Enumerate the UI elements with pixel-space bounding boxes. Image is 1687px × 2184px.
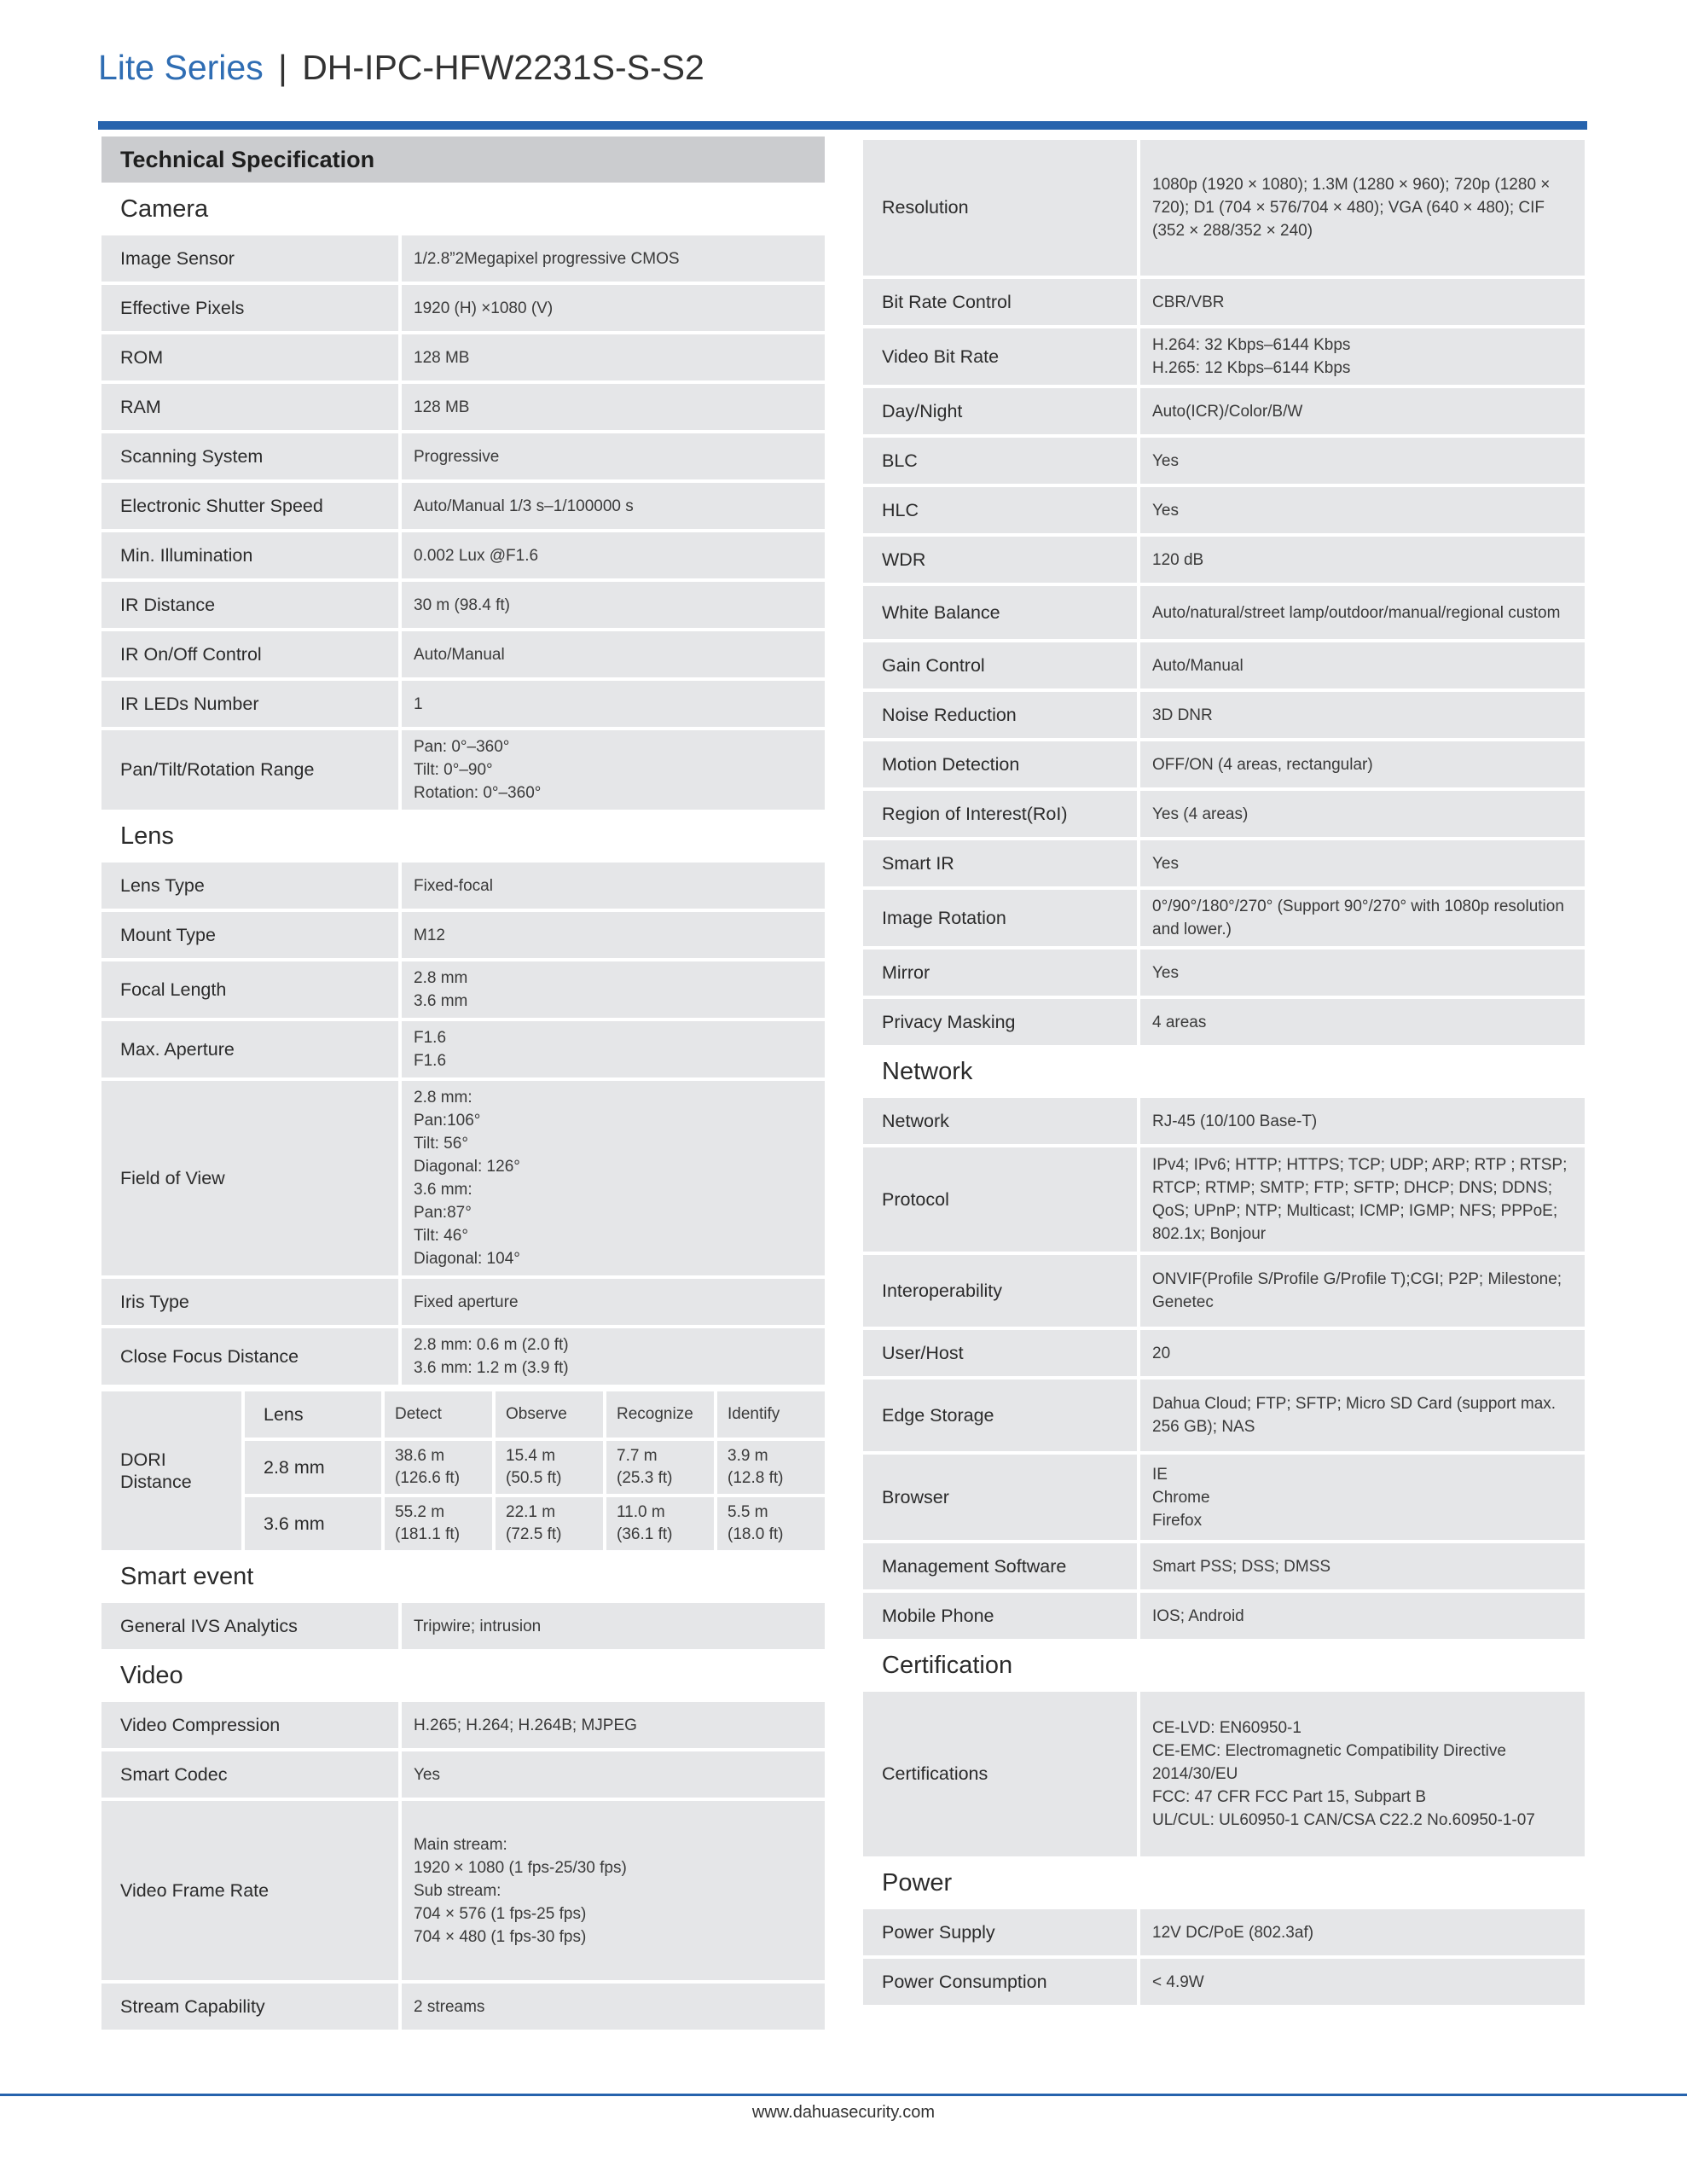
spec-key: RAM — [101, 384, 402, 430]
spec-key: Network — [863, 1098, 1140, 1144]
dori-cell: 3.9 m (12.8 ft) — [717, 1441, 825, 1494]
spec-row — [863, 1147, 1585, 1252]
spec-key: Protocol — [863, 1147, 1140, 1252]
spec-row — [101, 285, 825, 331]
spec-row — [863, 1098, 1585, 1144]
spec-value: 2.8 mm: 0.6 m (2.0 ft) 3.6 mm: 1.2 m (3.9 ft) — [402, 1328, 825, 1385]
spec-row — [101, 631, 825, 677]
spec-row — [101, 1984, 825, 2030]
dori-cell: 55.2 m (181.1 ft) — [385, 1497, 492, 1550]
spec-row — [863, 840, 1585, 886]
section-video: Video — [120, 1661, 183, 1689]
spec-row — [863, 487, 1585, 533]
dori-header-cell: Recognize — [606, 1391, 714, 1438]
left-column — [101, 136, 825, 2033]
spec-key: Close Focus Distance — [101, 1328, 402, 1385]
spec-key: Mount Type — [101, 912, 402, 958]
spec-row — [101, 235, 825, 282]
spec-value: 30 m (98.4 ft) — [402, 582, 825, 628]
spec-key: Privacy Masking — [863, 999, 1140, 1045]
certification-table — [863, 1688, 1585, 1860]
header-rule — [98, 121, 1587, 130]
spec-value: < 4.9W — [1140, 1959, 1585, 2005]
spec-key: WDR — [863, 537, 1140, 583]
spec-value: Yes — [1140, 950, 1585, 996]
spec-row — [863, 1330, 1585, 1376]
spec-value: IOS; Android — [1140, 1593, 1585, 1639]
spec-key: Iris Type — [101, 1279, 402, 1325]
spec-value: Dahua Cloud; FTP; SFTP; Micro SD Card (support max. 256 GB); NAS — [1140, 1380, 1585, 1451]
spec-row — [863, 890, 1585, 946]
smart-event-table — [101, 1600, 825, 1653]
spec-key: Motion Detection — [863, 741, 1140, 787]
spec-key: Mirror — [863, 950, 1140, 996]
spec-key: Browser — [863, 1455, 1140, 1540]
dori-cell: 22.1 m (72.5 ft) — [496, 1497, 603, 1550]
spec-key: Smart IR — [863, 840, 1140, 886]
spec-value: Progressive — [402, 433, 825, 479]
spec-value: 2.8 mm 3.6 mm — [402, 961, 825, 1018]
dori-header-cell: Observe — [496, 1391, 603, 1438]
dori-cell: 38.6 m (126.6 ft) — [385, 1441, 492, 1494]
spec-key: Scanning System — [101, 433, 402, 479]
spec-key: ROM — [101, 334, 402, 380]
spec-row — [101, 1603, 825, 1649]
spec-key: Focal Length — [101, 961, 402, 1018]
spec-key: Bit Rate Control — [863, 279, 1140, 325]
spec-key: Gain Control — [863, 642, 1140, 688]
spec-row — [863, 642, 1585, 688]
spec-key: General IVS Analytics — [101, 1603, 402, 1649]
spec-value: ONVIF(Profile S/Profile G/Profile T);CGI; P2P; Milestone; Genetec — [1140, 1255, 1585, 1327]
spec-value: CBR/VBR — [1140, 279, 1585, 325]
spec-value: 1920 (H) ×1080 (V) — [402, 285, 825, 331]
dori-header-cell: Detect — [385, 1391, 492, 1438]
spec-row — [863, 140, 1585, 276]
spec-row — [101, 1021, 825, 1077]
spec-key: Smart Codec — [101, 1751, 402, 1798]
spec-row — [863, 950, 1585, 996]
spec-row — [101, 1081, 825, 1275]
spec-row — [863, 388, 1585, 434]
spec-row — [101, 961, 825, 1018]
spec-row — [863, 1692, 1585, 1856]
spec-value: Main stream: 1920 × 1080 (1 fps-25/30 fps) Sub stream: 704 × 576 (1 fps-25 fps) 704 × 480 (1 fps-30 fps) — [402, 1801, 825, 1980]
spec-key: Pan/Tilt/Rotation Range — [101, 730, 402, 810]
spec-row — [863, 279, 1585, 325]
spec-value: 1/2.8”2Megapixel progressive CMOS — [402, 235, 825, 282]
spec-key: Min. Illumination — [101, 532, 402, 578]
footer-rule — [0, 2094, 1687, 2096]
spec-key: Max. Aperture — [101, 1021, 402, 1077]
spec-key: Interoperability — [863, 1255, 1140, 1327]
spec-value: H.265; H.264; H.264B; MJPEG — [402, 1702, 825, 1748]
spec-value: 0°/90°/180°/270° (Support 90°/270° with 1080p resolution and lower.) — [1140, 890, 1585, 946]
spec-value: 20 — [1140, 1330, 1585, 1376]
spec-key: IR Distance — [101, 582, 402, 628]
dori-cell: 2.8 mm — [245, 1441, 381, 1494]
spec-row — [101, 582, 825, 628]
spec-value: Yes — [1140, 438, 1585, 484]
spec-value: F1.6 F1.6 — [402, 1021, 825, 1077]
spec-row — [101, 334, 825, 380]
spec-value: Auto/Manual — [1140, 642, 1585, 688]
spec-key: Certifications — [863, 1692, 1140, 1856]
dori-cell: 7.7 m (25.3 ft) — [606, 1441, 714, 1494]
spec-row — [863, 692, 1585, 738]
spec-key: Management Software — [863, 1543, 1140, 1589]
spec-key: White Balance — [863, 586, 1140, 639]
spec-row — [863, 537, 1585, 583]
spec-value: 120 dB — [1140, 537, 1585, 583]
header-separator: | — [278, 48, 287, 87]
spec-key: Effective Pixels — [101, 285, 402, 331]
spec-value: IPv4; IPv6; HTTP; HTTPS; TCP; UDP; ARP; RTP ; RTSP; RTCP; RTMP; SMTP; FTP; SFTP; DHCP; DNS; DDNS; QoS; UPnP; NTP; Multicast; ICMP; IGMP; NFS; PPPoE; 802.1x; Bonjour — [1140, 1147, 1585, 1252]
spec-value: 0.002 Lux @F1.6 — [402, 532, 825, 578]
spec-key: User/Host — [863, 1330, 1140, 1376]
section-power: Power — [882, 1868, 953, 1896]
spec-value: Yes — [402, 1751, 825, 1798]
section-certification: Certification — [882, 1651, 1013, 1679]
spec-row — [863, 328, 1585, 385]
spec-row — [101, 1801, 825, 1980]
spec-row — [863, 741, 1585, 787]
spec-value: Smart PSS; DSS; DMSS — [1140, 1543, 1585, 1589]
spec-row — [863, 1380, 1585, 1451]
spec-value: 4 areas — [1140, 999, 1585, 1045]
spec-row — [863, 438, 1585, 484]
spec-value: Tripwire; intrusion — [402, 1603, 825, 1649]
spec-key: Stream Capability — [101, 1984, 402, 2030]
series-name: Lite Series — [98, 48, 264, 87]
page-header — [98, 48, 704, 88]
spec-value: 128 MB — [402, 384, 825, 430]
dori-cell: 11.0 m (36.1 ft) — [606, 1497, 714, 1550]
spec-value: 1 — [402, 681, 825, 727]
spec-key: Electronic Shutter Speed — [101, 483, 402, 529]
spec-row — [863, 791, 1585, 837]
spec-value: CE-LVD: EN60950-1 CE-EMC: Electromagnetic Compatibility Directive 2014/30/EU FCC: 47 CFR FCC Part 15, Subpart B UL/CUL: UL60950-1 CAN/CSA C22.2 No.60950-1-07 — [1140, 1692, 1585, 1856]
spec-value: Pan: 0°–360° Tilt: 0°–90° Rotation: 0°–360° — [402, 730, 825, 810]
spec-row — [863, 999, 1585, 1045]
spec-row — [863, 1909, 1585, 1955]
spec-row — [101, 681, 825, 727]
spec-row — [101, 1328, 825, 1385]
spec-row — [101, 730, 825, 810]
spec-value: H.264: 32 Kbps–6144 Kbps H.265: 12 Kbps–6144 Kbps — [1140, 328, 1585, 385]
section-camera: Camera — [120, 195, 209, 223]
network-table — [863, 1095, 1585, 1642]
spec-key: Video Frame Rate — [101, 1801, 402, 1980]
spec-row — [101, 912, 825, 958]
spec-row — [863, 1593, 1585, 1639]
spec-value: 1080p (1920 × 1080); 1.3M (1280 × 960); 720p (1280 × 720); D1 (704 × 576/704 × 480); VGA (640 × 480); CIF (352 × 288/352 × 240) — [1140, 140, 1585, 276]
spec-key: Lens Type — [101, 863, 402, 909]
spec-row — [863, 586, 1585, 639]
spec-value: Yes — [1140, 487, 1585, 533]
spec-key: Field of View — [101, 1081, 402, 1275]
spec-key: Power Supply — [863, 1909, 1140, 1955]
dori-header-row — [101, 1391, 825, 1438]
spec-key: Day/Night — [863, 388, 1140, 434]
spec-key: Image Sensor — [101, 235, 402, 282]
spec-row — [101, 433, 825, 479]
section-network: Network — [882, 1057, 973, 1085]
spec-key: HLC — [863, 487, 1140, 533]
spec-key: IR LEDs Number — [101, 681, 402, 727]
spec-key: IR On/Off Control — [101, 631, 402, 677]
video-right-table — [863, 136, 1585, 1048]
camera-table — [101, 232, 825, 813]
dori-header-cell: Identify — [717, 1391, 825, 1438]
spec-key: Resolution — [863, 140, 1140, 276]
spec-key: Mobile Phone — [863, 1593, 1140, 1639]
spec-key: Image Rotation — [863, 890, 1140, 946]
spec-key: Video Compression — [101, 1702, 402, 1748]
spec-value: OFF/ON (4 areas, rectangular) — [1140, 741, 1585, 787]
spec-value: Yes — [1140, 840, 1585, 886]
spec-row — [863, 1543, 1585, 1589]
spec-value: 128 MB — [402, 334, 825, 380]
spec-row — [101, 1279, 825, 1325]
lens-table — [101, 859, 825, 1388]
spec-value: RJ-45 (10/100 Base-T) — [1140, 1098, 1585, 1144]
dori-cell: 3.6 mm — [245, 1497, 381, 1550]
spec-row — [101, 483, 825, 529]
video-table — [101, 1699, 825, 2033]
spec-key: BLC — [863, 438, 1140, 484]
spec-value: Auto/natural/street lamp/outdoor/manual/regional custom — [1140, 586, 1585, 639]
spec-row — [101, 1702, 825, 1748]
power-table — [863, 1906, 1585, 2008]
spec-value: IE Chrome Firefox — [1140, 1455, 1585, 1540]
spec-row — [863, 1255, 1585, 1327]
spec-value: Fixed-focal — [402, 863, 825, 909]
spec-value: 12V DC/PoE (802.3af) — [1140, 1909, 1585, 1955]
spec-value: Auto/Manual 1/3 s–1/100000 s — [402, 483, 825, 529]
footer-url: www.dahuasecurity.com — [751, 2103, 936, 2122]
spec-value: 2.8 mm: Pan:106° Tilt: 56° Diagonal: 126° 3.6 mm: Pan:87° Tilt: 46° Diagonal: 104° — [402, 1081, 825, 1275]
dori-cell: 5.5 m (18.0 ft) — [717, 1497, 825, 1550]
section-lens: Lens — [120, 822, 174, 850]
spec-row — [101, 532, 825, 578]
spec-value: Yes (4 areas) — [1140, 791, 1585, 837]
section-smart-event: Smart event — [120, 1562, 254, 1590]
right-column — [863, 136, 1585, 2008]
spec-key: Region of Interest(RoI) — [863, 791, 1140, 837]
spec-row — [863, 1455, 1585, 1540]
spec-value: 3D DNR — [1140, 692, 1585, 738]
dori-label: DORI Distance — [101, 1391, 241, 1550]
spec-row — [101, 1751, 825, 1798]
spec-value: Auto(ICR)/Color/B/W — [1140, 388, 1585, 434]
dori-table — [98, 1388, 828, 1554]
spec-key: Video Bit Rate — [863, 328, 1140, 385]
spec-row — [863, 1959, 1585, 2005]
model-name: DH-IPC-HFW2231S-S-S2 — [302, 48, 704, 87]
dori-header-cell: Lens — [245, 1391, 381, 1438]
dori-cell: 15.4 m (50.5 ft) — [496, 1441, 603, 1494]
spec-value: Fixed aperture — [402, 1279, 825, 1325]
spec-row — [101, 384, 825, 430]
spec-value: 2 streams — [402, 1984, 825, 2030]
spec-row — [101, 863, 825, 909]
spec-value: M12 — [402, 912, 825, 958]
spec-value: Auto/Manual — [402, 631, 825, 677]
spec-key: Edge Storage — [863, 1380, 1140, 1451]
spec-key: Power Consumption — [863, 1959, 1140, 2005]
spec-key: Noise Reduction — [863, 692, 1140, 738]
spec-title: Technical Specification — [101, 136, 825, 183]
